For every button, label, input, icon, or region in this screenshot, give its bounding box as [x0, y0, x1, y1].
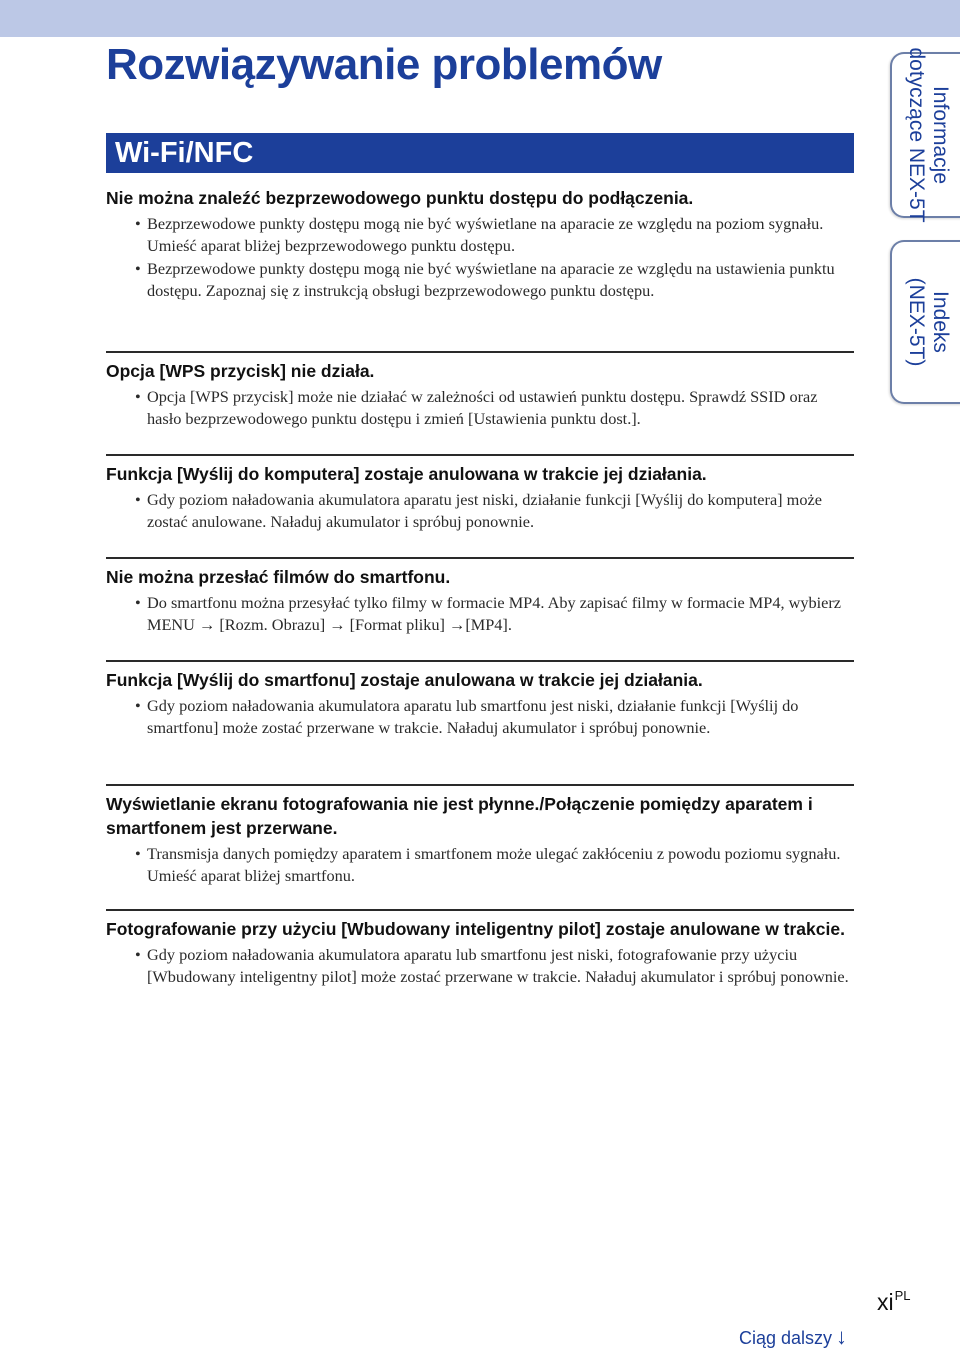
bullet: •	[135, 387, 141, 406]
side-tab-nex5t-info[interactable]	[890, 47, 960, 223]
list-item	[106, 489, 854, 532]
problem-list	[106, 695, 854, 738]
section-bar-wifi-nfc	[106, 133, 854, 173]
list-item	[106, 258, 854, 301]
page-number-value: xi	[877, 1289, 894, 1315]
problem-heading: Fotografowanie przy użyciu [Wbudowany inteligentny pilot] zostaje anulowane w trakcie.	[106, 919, 845, 939]
side-tab-index[interactable]	[890, 240, 960, 404]
page-title: Rozwiązywanie problemów	[106, 40, 662, 89]
problem-no-access-point	[106, 186, 854, 303]
page-number	[877, 1288, 911, 1316]
list-item-text: Opcja [WPS przycisk] może nie działać w zależności od ustawień punktu dostępu. Sprawdź SSID oraz hasło bezprzewodowego punktu dostępu i zmień [Ustawienia punktu dost.].	[147, 387, 818, 428]
list-item	[106, 213, 854, 256]
list-item-text: Bezprzewodowe punkty dostępu mogą nie być wyświetlane na aparacie ze względu na poziom sygnału. Umieść aparat bliżej bezprzewodowego punktu dostępu.	[147, 214, 824, 255]
list-item	[106, 944, 854, 987]
list-item	[106, 592, 854, 635]
problem-heading: Wyświetlanie ekranu fotografowania nie jest płynne./Połączenie pomiędzy aparatem i smartfonem jest przerwane.	[106, 794, 813, 838]
bullet: •	[135, 593, 141, 612]
problem-heading: Opcja [WPS przycisk] nie działa.	[106, 361, 375, 381]
problem-wps-button	[106, 351, 854, 431]
bullet: •	[135, 490, 141, 509]
list-item	[106, 386, 854, 429]
side-tab-line2: dotyczące NEX-5T	[905, 47, 928, 223]
list-item-text: Gdy poziom naładowania akumulatora aparatu lub smartfonu jest niski, działanie funkcji [Wyślij do smartfonu] może zostać przerwane w trakcie. Naładuj akumulator i spróbuj ponownie.	[147, 696, 799, 737]
section-title: Wi-Fi/NFC	[115, 137, 254, 169]
bullet: •	[135, 259, 141, 278]
problem-heading: Funkcja [Wyślij do smartfonu] zostaje anulowana w trakcie jej działania.	[106, 670, 703, 690]
bullet: •	[135, 945, 141, 964]
arrow-down-icon: ↓	[836, 1324, 848, 1349]
list-item	[106, 695, 854, 738]
problem-list	[106, 843, 854, 886]
list-item-text: Gdy poziom naładowania akumulatora aparatu lub smartfonu jest niski, fotografowanie przy użyciu [Wbudowany inteligentny pilot] może zostać przerwane w trakcie. Naładuj akumulator i spróbuj ponownie.	[147, 945, 849, 986]
problem-list	[106, 213, 854, 301]
problem-heading: Nie można znaleźć bezprzewodowego punktu dostępu do podłączenia.	[106, 188, 694, 208]
list-item	[106, 843, 854, 886]
top-band	[0, 0, 960, 37]
problem-smart-remote	[106, 909, 854, 989]
problem-list	[106, 489, 854, 532]
problem-send-to-smartphone	[106, 660, 854, 740]
problem-display-not-smooth	[106, 784, 854, 888]
problem-list	[106, 386, 854, 429]
list-item-text: Transmisja danych pomiędzy aparatem i smartfonem może ulegać zakłóceniu z powodu poziomu sygnału. Umieść aparat bliżej smartfonu.	[147, 844, 841, 885]
continued-label: Ciąg dalszy	[739, 1328, 833, 1348]
problem-heading: Funkcja [Wyślij do komputera] zostaje anulowana w trakcie jej działania.	[106, 464, 707, 484]
page-language-code: PL	[894, 1288, 911, 1303]
side-tab-label	[904, 47, 952, 222]
list-item-text: Do smartfonu można przesyłać tylko filmy w formacie MP4. Aby zapisać filmy w formacie MP4, wybierz MENU → [Rozm. Obrazu] → [Format pliku] →[MP4].	[147, 593, 842, 634]
list-item-text: Gdy poziom naładowania akumulatora aparatu jest niski, działanie funkcji [Wyślij do komputera] może zostać anulowane. Naładuj akumulator i spróbuj ponownie.	[147, 490, 822, 531]
side-tab-line2: (NEX-5T)	[905, 277, 928, 367]
continued-link[interactable]	[739, 1324, 847, 1350]
side-tab-line1: Informacje	[929, 85, 952, 185]
problem-list	[106, 592, 854, 635]
side-tab-line1: Indeks	[929, 291, 952, 353]
bullet: •	[135, 696, 141, 715]
problem-movies-to-smartphone	[106, 557, 854, 637]
bullet: •	[135, 844, 141, 863]
side-tab-label	[904, 278, 952, 367]
problem-list	[106, 944, 854, 987]
problem-heading: Nie można przesłać filmów do smartfonu.	[106, 567, 451, 587]
list-item-text: Bezprzewodowe punkty dostępu mogą nie być wyświetlane na aparacie ze względu na ustawienia punktu dostępu. Zapoznaj się z instrukcją obsługi bezprzewodowego punktu dostępu.	[147, 259, 835, 300]
problem-send-to-computer	[106, 454, 854, 534]
bullet: •	[135, 214, 141, 233]
